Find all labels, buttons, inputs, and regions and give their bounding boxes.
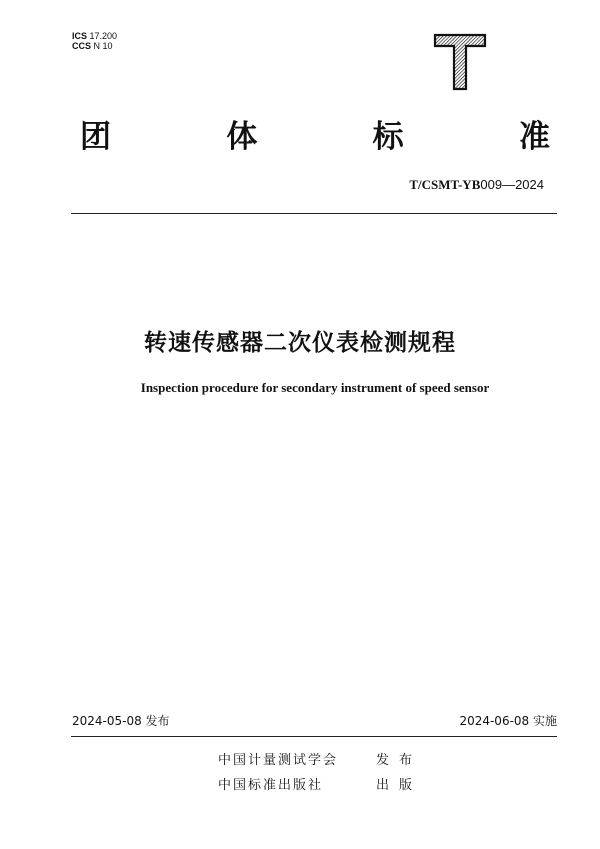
group-standard-t-logo: [432, 33, 488, 91]
publisher-organization: 中国计量测试学会: [218, 753, 339, 768]
header-divider: [71, 213, 557, 214]
category-char-4: 准: [518, 119, 550, 155]
publisher-row: [218, 776, 422, 796]
category-char-3: 标: [372, 119, 404, 155]
publisher-role: 发布: [376, 753, 423, 768]
standard-number-prefix: T/CSMT-YB: [409, 177, 481, 192]
category-char-1: 团: [80, 119, 111, 155]
standard-category: [80, 117, 550, 157]
publisher-organization: 中国标准出版社: [218, 778, 324, 793]
implementation-date: 2024-06-08 实施: [459, 714, 557, 728]
title-english: Inspection procedure for secondary instrument of speed sensor: [140, 380, 490, 395]
publisher-row: [218, 751, 422, 771]
standard-number: [409, 176, 544, 195]
footer-divider: [71, 736, 557, 737]
category-char-2: 体: [226, 119, 258, 155]
standard-number-suffix: 009—2024: [480, 177, 544, 192]
publisher-role: 出版: [376, 778, 423, 793]
ccs-code: [72, 41, 117, 51]
title-chinese: 转速传感器二次仪表检测规程: [144, 330, 456, 356]
ics-label: ICS: [72, 31, 88, 41]
issue-date: 2024-05-08 发布: [72, 714, 170, 728]
ccs-label: CCS: [72, 41, 92, 51]
ics-value: 17.200: [89, 31, 118, 41]
classification-codes: [72, 31, 117, 51]
ics-code: [72, 31, 117, 41]
ccs-value: N 10: [93, 41, 113, 51]
